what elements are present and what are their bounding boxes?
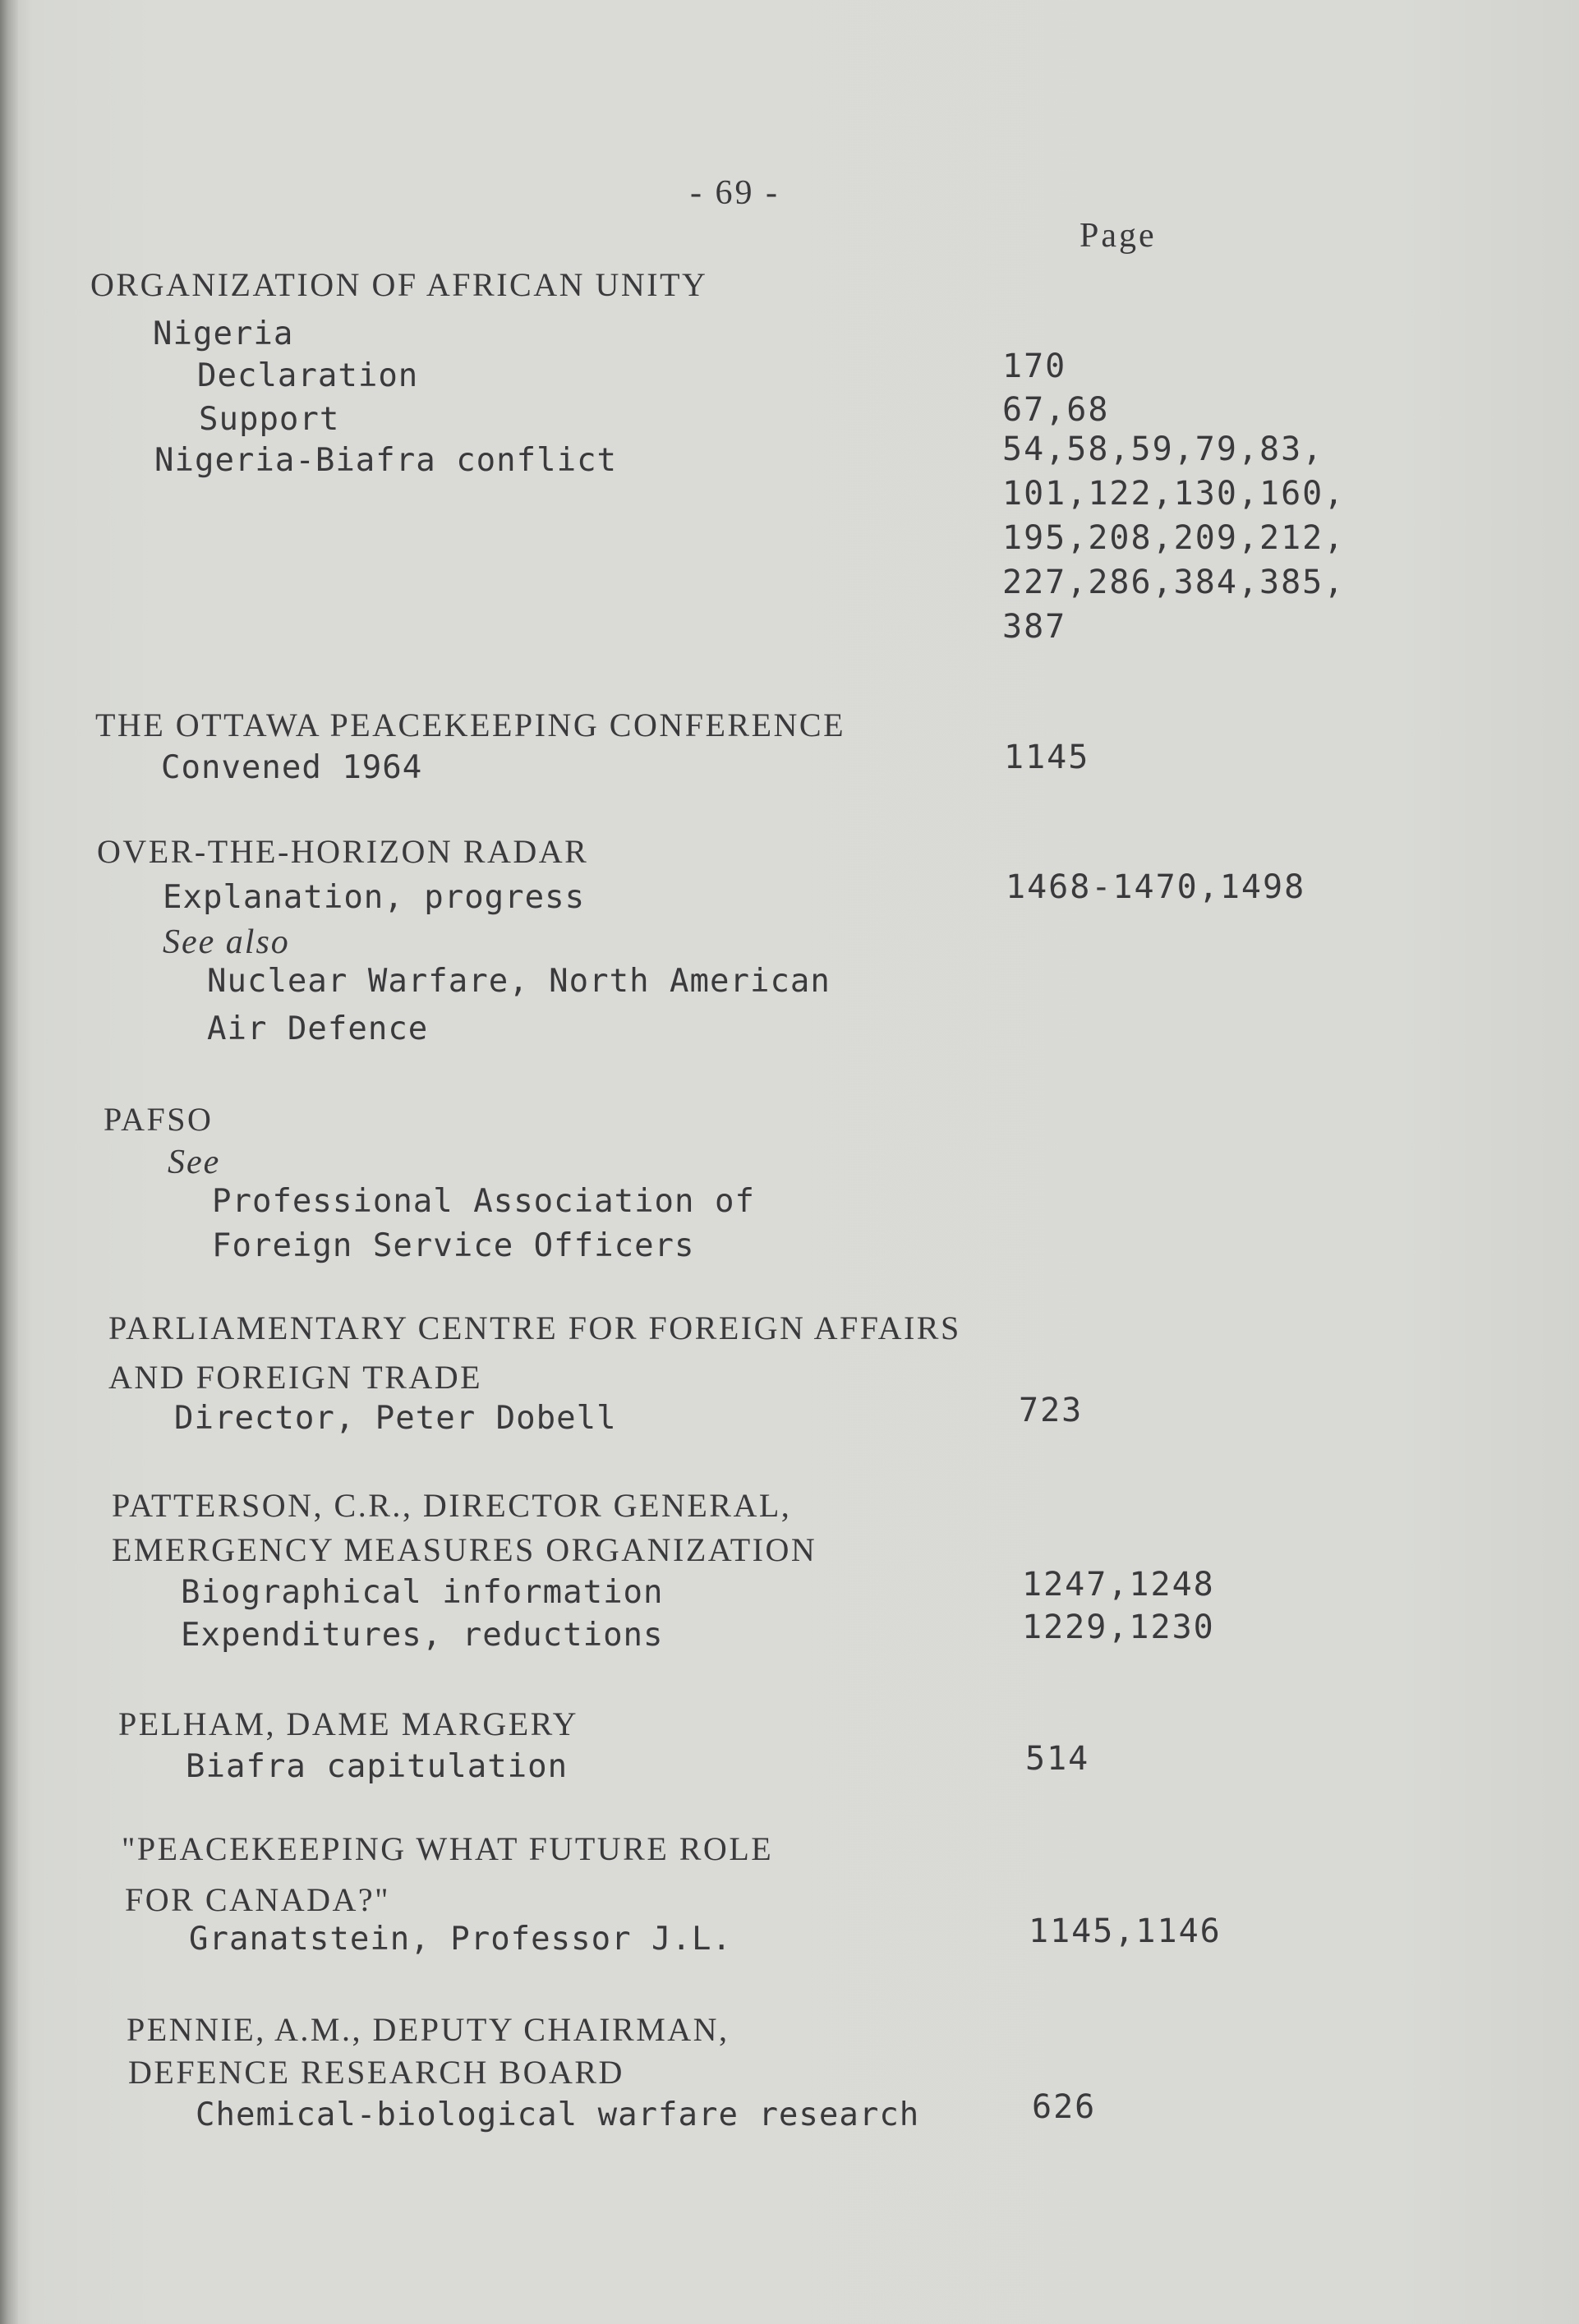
see-also-label: See also (163, 923, 290, 961)
entry-heading: OVER-THE-HORIZON RADAR (97, 833, 589, 870)
entry-item-label: Expenditures, reductions (181, 1617, 664, 1654)
entry-heading: EMERGENCY MEASURES ORGANIZATION (112, 1531, 817, 1568)
entry-item-label: Declaration (197, 357, 419, 394)
see-label: See (168, 1144, 221, 1181)
entry-item-pages: 195,208,209,212, (1002, 519, 1346, 557)
entry-item-pages: 387 (1002, 608, 1067, 646)
entry-heading: ORGANIZATION OF AFRICAN UNITY (90, 266, 708, 303)
entry-heading: PELHAM, DAME MARGERY (118, 1705, 579, 1742)
entry-item-label: Chemical-biological warfare research (196, 2096, 920, 2133)
entry-item-label: Support (199, 401, 340, 438)
see-also-ref: Nuclear Warfare, North American (207, 963, 831, 1000)
entry-heading: AND FOREIGN TRADE (108, 1359, 483, 1396)
entry-heading: THE OTTAWA PEACEKEEPING CONFERENCE (95, 706, 846, 743)
entry-heading: PATTERSON, C.R., DIRECTOR GENERAL, (112, 1487, 792, 1524)
entry-heading: DEFENCE RESEARCH BOARD (128, 2054, 624, 2091)
entry-item-pages: 626 (1032, 2088, 1097, 2126)
entry-item-label: Explanation, progress (163, 879, 586, 916)
see-ref: Professional Association of (212, 1183, 755, 1220)
entry-item-pages: 1145 (1004, 739, 1090, 776)
entry-item-label: Biographical information (181, 1574, 664, 1611)
entry-heading: "PEACEKEEPING WHAT FUTURE ROLE (122, 1830, 774, 1867)
entry-heading: FOR CANADA?" (125, 1881, 391, 1918)
entry-heading: PARLIAMENTARY CENTRE FOR FOREIGN AFFAIRS (108, 1309, 961, 1346)
entry-heading: PAFSO (104, 1101, 214, 1138)
entry-item-pages: 1247,1248 (1022, 1566, 1215, 1604)
entry-heading: PENNIE, A.M., DEPUTY CHAIRMAN, (127, 2011, 730, 2048)
entry-item-pages: 170 (1002, 347, 1067, 385)
entry-item-pages: 1145,1146 (1029, 1912, 1222, 1950)
entry-item-pages: 1468-1470,1498 (1006, 868, 1306, 906)
entry-item-pages: 67,68 (1002, 391, 1110, 429)
entry-item-label: Nigeria-Biafra conflict (154, 442, 618, 479)
entry-item-pages: 1229,1230 (1022, 1608, 1215, 1646)
entry-item-label: Granatstein, Professor J.L. (189, 1921, 732, 1958)
entry-item-pages: 514 (1025, 1740, 1090, 1778)
entry-item-label: Convened 1964 (161, 749, 423, 786)
page-column-header: Page (1080, 217, 1157, 255)
entry-item-pages: 227,286,384,385, (1002, 564, 1346, 601)
entry-item-label: Biafra capitulation (186, 1748, 569, 1785)
entry-item-label: Director, Peter Dobell (174, 1400, 617, 1437)
entry-item-pages: 54,58,59,79,83, (1002, 430, 1324, 468)
entry-subheading: Nigeria (153, 315, 294, 352)
see-ref: Foreign Service Officers (212, 1227, 695, 1264)
entry-item-pages: 101,122,130,160, (1002, 475, 1346, 513)
page-binding-shadow (0, 0, 18, 2324)
page-number: - 69 - (690, 174, 780, 212)
see-also-ref: Air Defence (207, 1010, 429, 1047)
entry-item-pages: 723 (1019, 1392, 1084, 1429)
